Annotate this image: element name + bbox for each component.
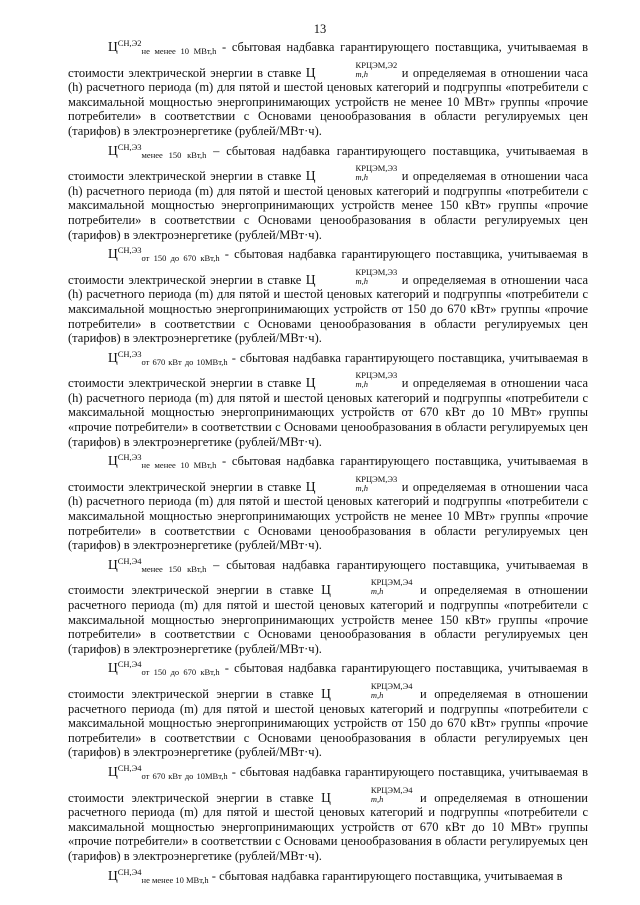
rate-superscript: КРЦЭМ,Э4 <box>370 577 413 588</box>
markup-subscript: менее 150 кВт,h <box>141 149 207 160</box>
markup-symbol: Ц <box>108 867 118 883</box>
paragraph-text: - сбытовая надбавка гарантирующего поставщика, учитываемая в стоимости электрической энергии в ставке <box>68 350 589 391</box>
markup-superscript: СН,Э3 <box>117 141 142 152</box>
rate-superscript: КРЦЭМ,Э3 <box>355 266 398 277</box>
paragraph <box>68 36 588 139</box>
rate-subscript: m,h <box>355 275 369 286</box>
paragraph-text: – сбытовая надбавка гарантирующего поставщика, учитываемая в стоимости электрической энергии в ставке <box>68 557 588 598</box>
rate-subscript: m,h <box>370 689 384 700</box>
paragraph-text: - сбытовая надбавка гарантирующего поставщика, учитываемая в стоимости электрической энергии в ставке <box>68 40 589 80</box>
rate-symbol: Ц <box>305 64 316 80</box>
rate-subscript: m,h <box>370 586 384 597</box>
markup-superscript: СН,Э4 <box>117 866 142 877</box>
rate-superscript: КРЦЭМ,Э3 <box>355 473 398 484</box>
rate-superscript: КРЦЭМ,Э3 <box>355 163 398 174</box>
rate-symbol: Ц <box>321 582 331 598</box>
rate-indices <box>316 473 398 494</box>
paragraph <box>68 761 588 864</box>
rate-subscript: m,h <box>355 68 369 79</box>
markup-superscript: СН,Э2 <box>117 38 142 48</box>
paragraph-text: и определяемая в отношении расчетного периода (m) для пятой и шестой ценовых категорий и подгруппы «потребители с максимальной мощностью энергопринимающих устройств от 670 кВт до 10 МВт» группы «прочие потребители» в соответствии с Основами ценообразования в области регулируемых цен (тарифов) в электроэнергетике (рублей/МВт·ч). <box>68 790 588 863</box>
paragraph-text: и определяемая в отношении часа (h) расчетного периода (m) для пятой и шестой ценовых категорий и подгруппы «потребители с максимальной мощностью энергопринимающих устройств от 670 кВт до 10 МВт» группы «прочие потребители» в соответствии с Основами ценообразования в области регулируемых цен (тарифов) в электроэнергетике (рублей/МВт·ч). <box>68 376 588 449</box>
markup-subscript: от 670 кВт до 10МВт,h <box>141 356 228 367</box>
paragraph-text: и определяемая в отношении часа (h) расчетного периода (m) для пятой и шестой ценовых категорий и подгруппы «потребители с максимальной мощностью энергопринимающих устройств менее 150 кВт» группы «прочие потребители» в соответствии с Основами ценообразования в области регулируемых цен (тарифов) в электроэнергетике (рублей/МВт·ч). <box>68 169 588 242</box>
paragraph <box>68 865 588 888</box>
paragraph-text: и определяемая в отношении расчетного периода (m) для пятой и шестой ценовых категорий и подгруппы «потребители с максимальной мощностью энергопринимающих устройств от 150 до 670 кВт» группы «прочие потребители» в соответствии с Основами ценообразования в области регулируемых цен (тарифов) в электроэнергетике (рублей/МВт·ч). <box>68 686 588 760</box>
rate-subscript: m,h <box>355 379 369 390</box>
paragraph <box>68 554 588 657</box>
markup-subscript: от 150 до 670 кВт,h <box>141 667 220 678</box>
rate-superscript: КРЦЭМ,Э4 <box>370 680 413 691</box>
markup-symbol: Ц <box>108 349 118 365</box>
rate-superscript: КРЦЭМ,Э4 <box>370 784 413 795</box>
paragraph-text: - сбытовая надбавка гарантирующего поставщика, учитываемая в <box>208 868 563 883</box>
markup-symbol: Ц <box>108 660 118 676</box>
paragraph-text: и определяемая в отношении часа (h) расчетного периода (m) для пятой и шестой ценовых категорий и подгруппы «потребители с максимальной мощностью энергопринимающих устройств не менее 10 МВт» группы «прочие потребители» в соответствии с Основами ценообразования в области регулируемых цен (тарифов) в электроэнергетике (рублей/МВт·ч). <box>68 65 588 138</box>
paragraph <box>68 347 588 450</box>
markup-subscript: менее 150 кВт,h <box>141 563 207 574</box>
markup-subscript: от 670 кВт до 10МВт,h <box>141 770 228 781</box>
rate-symbol: Ц <box>305 168 316 184</box>
paragraph <box>68 140 588 243</box>
rate-symbol: Ц <box>321 685 331 701</box>
markup-subscript: от 150 до 670 кВт,h <box>141 253 220 264</box>
rate-superscript: КРЦЭМ,Э3 <box>355 370 398 381</box>
rate-indices <box>331 576 413 597</box>
document-body <box>68 36 588 888</box>
rate-subscript: m,h <box>370 793 384 804</box>
markup-superscript: СН,Э4 <box>117 762 142 773</box>
markup-symbol: Ц <box>108 246 118 262</box>
rate-subscript: m,h <box>355 482 369 493</box>
rate-indices <box>316 369 398 390</box>
paragraph-text: и определяемая в отношении часа (h) расчетного периода (m) для пятой и шестой ценовых категорий и подгруппы «потребители с максимальной мощностью энергопринимающих устройств не менее 10 МВт» группы «прочие потребители» в соответствии с Основами ценообразования в области регулируемых цен (тарифов) в электроэнергетике (рублей/МВт·ч). <box>68 479 588 553</box>
markup-superscript: СН,Э4 <box>117 555 142 566</box>
markup-subscript: не менее 10 МВт,h <box>141 46 217 56</box>
markup-symbol: Ц <box>108 39 118 54</box>
paragraph-text: – сбытовая надбавка гарантирующего поставщика, учитываемая в стоимости электрической энергии в ставке <box>68 143 588 184</box>
paragraph-text: - сбытовая надбавка гарантирующего поставщика, учитываемая в стоимости электрической энергии в ставке <box>68 454 589 494</box>
markup-subscript: не менее 10 МВт,h <box>141 460 217 471</box>
page-number: 13 <box>313 22 327 36</box>
rate-indices <box>331 680 413 701</box>
markup-symbol: Ц <box>108 142 118 158</box>
rate-symbol: Ц <box>305 271 316 287</box>
paragraph-text: - сбытовая надбавка гарантирующего поставщика, учитываемая в стоимости электрической энергии в ставке <box>68 764 589 805</box>
paragraph <box>68 657 588 760</box>
paragraph-text: и определяемая в отношении часа (h) расчетного периода (m) для пятой и шестой ценовых категорий и подгруппы «потребители с максимальной мощностью энергопринимающих устройств от 150 до 670 кВт» группы «прочие потребители» в соответствии с Основами ценообразования в области регулируемых цен (тарифов) в электроэнергетике (рублей/МВт·ч). <box>68 272 588 346</box>
paragraph-text: и определяемая в отношении расчетного периода (m) для пятой и шестой ценовых категорий и подгруппы «потребители с максимальной мощностью энергопринимающих устройств менее 150 кВт» группы «прочие потребители» в соответствии с Основами ценообразования в области регулируемых цен (тарифов) в электроэнергетике (рублей/МВт·ч). <box>68 583 588 656</box>
rate-indices <box>316 59 398 80</box>
rate-superscript: КРЦЭМ,Э2 <box>355 59 398 70</box>
paragraph-text: - сбытовая надбавка гарантирующего поставщика, учитываемая в стоимости электрической энергии в ставке <box>68 247 589 287</box>
rate-symbol: Ц <box>321 789 331 805</box>
markup-superscript: СН,Э3 <box>117 452 142 463</box>
paragraph-text: - сбытовая надбавка гарантирующего поставщика, учитываемая в стоимости электрической энергии в ставке <box>68 661 589 701</box>
markup-superscript: СН,Э3 <box>117 348 142 359</box>
rate-symbol: Ц <box>305 375 316 391</box>
rate-indices <box>316 266 398 287</box>
rate-symbol: Ц <box>305 478 316 494</box>
paragraph <box>68 243 588 346</box>
markup-subscript: не менее 10 МВт,h <box>141 874 209 885</box>
markup-symbol: Ц <box>108 453 118 469</box>
rate-indices <box>316 162 398 183</box>
rate-indices <box>331 784 413 805</box>
markup-superscript: СН,Э3 <box>117 245 142 256</box>
markup-symbol: Ц <box>108 556 118 572</box>
paragraph <box>68 450 588 553</box>
rate-subscript: m,h <box>355 172 369 183</box>
markup-symbol: Ц <box>108 763 118 779</box>
markup-superscript: СН,Э4 <box>117 659 142 670</box>
